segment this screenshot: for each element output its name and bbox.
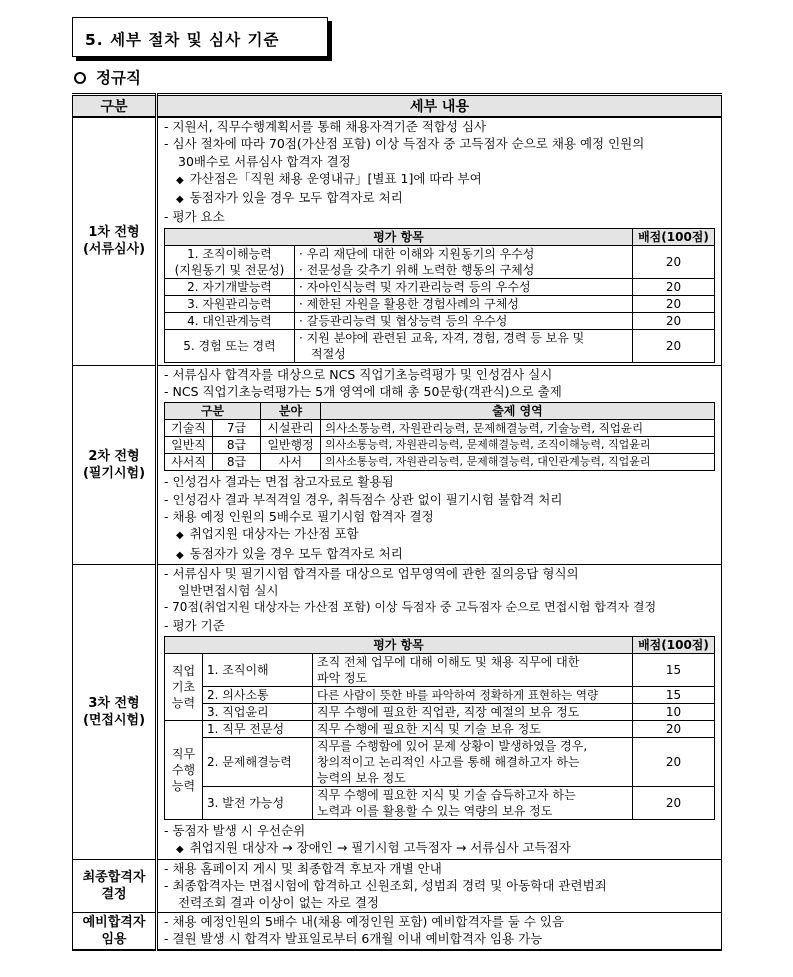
stage1-eval-table [164, 228, 715, 363]
final-line: 전력조회 결과 이상이 없는 자로 결정 [178, 895, 379, 911]
eval-desc: 직무 수행에 필요한 직업관, 직장 예절의 보유 정도 [313, 704, 633, 721]
exam-grade: 8급 [213, 437, 261, 454]
eval-item: 1. 조직이해능력 (지원동기 및 전문성) [165, 245, 295, 278]
eval-score: 20 [633, 312, 715, 329]
stage1-content [157, 117, 722, 365]
eval-score: 20 [633, 787, 715, 820]
eval-desc: 직무를 수행함에 있어 문제 상황이 발생하였을 경우, 창의적이고 논리적인 사고를 통해 해결하고자 하는 능력의 보유 정도 [313, 738, 633, 787]
stage3-content [157, 564, 722, 859]
eval-desc: 직무 수행에 필요한 지식 및 기술 보유 정도 [313, 721, 633, 738]
circle-bullet-icon [74, 72, 86, 84]
stage1-label [73, 117, 157, 365]
stage3-eval-table [164, 636, 715, 820]
reserve-label-line2: 임용 [101, 931, 127, 947]
final-label-line1: 최종합격자 [82, 869, 146, 885]
eval-score: 10 [633, 704, 715, 721]
eval-score: 15 [633, 654, 715, 687]
table-row [165, 787, 715, 820]
eval-desc: · 제한된 자원을 활용한 경험사례의 구체성 [295, 295, 633, 312]
exam-area: 의사소통능력, 자원관리능력, 문제해결능력, 대인관계능력, 직업윤리 [321, 454, 715, 471]
exam-field: 사서 [261, 454, 321, 471]
eval-item: 3. 직업윤리 [203, 704, 313, 721]
stage3-label [73, 564, 157, 859]
reserve-row [73, 912, 722, 950]
table-row [165, 312, 715, 329]
exam-header-area: 출제 영역 [321, 403, 715, 420]
subsection-heading [74, 66, 141, 88]
stage3-label-line2: (면접시험) [82, 712, 146, 728]
eval-score: 20 [633, 329, 715, 362]
table-row [165, 295, 715, 312]
eval-score: 20 [633, 738, 715, 787]
final-label-line2: 결정 [101, 886, 127, 902]
stage1-score-header: 배점(100점) [633, 228, 715, 245]
eval-desc: 다른 사람이 뜻한 바를 파악하여 정확하게 표현하는 역량 [313, 687, 633, 704]
eval-score: 20 [633, 295, 715, 312]
table-row [165, 245, 715, 278]
eval-item: 4. 대인관계능력 [165, 312, 295, 329]
stage1-line: - 심사 절차에 따라 70점(가산점 포함) 이상 득점자 중 고득점자 순으로 채용 예정 인원의 [164, 136, 645, 152]
table-row [165, 738, 715, 787]
eval-desc: · 갈등관리능력 및 협상능력 등의 우수성 [295, 312, 633, 329]
final-content [157, 859, 722, 912]
table-row [165, 721, 715, 738]
eval-group-job: 직무 수행 능력 [165, 721, 203, 820]
eval-score: 20 [633, 245, 715, 278]
eval-item: 5. 경험 또는 경력 [165, 329, 295, 362]
section-title: 5. 세부 절차 및 심사 기준 [72, 17, 328, 57]
stage3-score-header: 배점(100점) [633, 637, 715, 654]
eval-item: 2. 의사소통 [203, 687, 313, 704]
table-row [165, 329, 715, 362]
exam-header-field: 분야 [261, 403, 321, 420]
eval-desc: · 지원 분야에 관련된 교육, 자격, 경험, 경력 등 보유 및 적절성 [295, 329, 633, 362]
stage1-row [73, 117, 722, 365]
exam-job: 일반직 [165, 437, 213, 454]
eval-item: 2. 문제해결능력 [203, 738, 313, 787]
stage2-exam-table [164, 402, 715, 471]
stage1-label-line1: 1차 전형 [88, 225, 140, 241]
stage2-line: - 채용 예정 인원의 5배수로 필기시험 합격자 결정 [164, 508, 434, 524]
stage1-bullet: ◆ 동점자가 있을 경우 모두 합격자로 처리 [164, 189, 715, 208]
stage2-bullet: ◆ 동점자가 있을 경우 모두 합격자로 처리 [164, 545, 715, 564]
stage2-line: - NCS 직업기초능력평가는 5개 영역에 대해 총 50문항(객관식)으로 출제 [164, 384, 562, 400]
eval-item: 1. 조직이해 [203, 654, 313, 687]
header-content: 세부 내용 [157, 95, 722, 118]
exam-area: 의사소통능력, 자원관리능력, 문제해결능력, 기술능력, 직업윤리 [321, 420, 715, 437]
exam-field: 일반행정 [261, 437, 321, 454]
reserve-content [157, 912, 722, 950]
stage3-bullet: ◆ 취업지원 대상자 → 장애인 → 필기시험 고득점자 → 서류심사 고득점자 [164, 839, 715, 858]
final-row [73, 859, 722, 912]
stage3-line: 일반면접시험 실시 [178, 583, 279, 599]
table-row [165, 687, 715, 704]
exam-grade: 7급 [213, 420, 261, 437]
stage2-content [157, 365, 722, 564]
exam-field: 시설관리 [261, 420, 321, 437]
table-row [165, 454, 715, 471]
eval-group-basic: 직업 기초 능력 [165, 654, 203, 721]
table-row [165, 704, 715, 721]
table-row [165, 278, 715, 295]
reserve-label-line1: 예비합격자 [82, 914, 146, 930]
table-header-row [73, 95, 722, 118]
stage3-eval-header: 평가 항목 [165, 637, 633, 654]
eval-score: 20 [633, 278, 715, 295]
stage1-eval-header: 평가 항목 [165, 228, 633, 245]
procedure-table [72, 93, 722, 951]
eval-desc: 직무 수행에 필요한 지식 및 기술 습득하고자 하는 노력과 이를 활용할 수 있는 역량의 보유 정도 [313, 787, 633, 820]
final-line: - 채용 홈페이지 게시 및 최종합격 후보자 개별 안내 [164, 860, 442, 876]
stage1-line: - 평가 요소 [164, 209, 225, 225]
stage1-bullet: ◆ 가산점은「직원 채용 운영내규」[별표 1]에 따라 부여 [164, 170, 715, 189]
eval-desc: 조직 전체 업무에 대해 이해도 및 채용 직무에 대한 파악 정도 [313, 654, 633, 687]
stage2-bullet: ◆ 취업지원 대상자는 가산점 포함 [164, 525, 715, 544]
eval-item: 2. 자기개발능력 [165, 278, 295, 295]
exam-area: 의사소통능력, 자원관리능력, 문제해결능력, 조직이해능력, 직업윤리 [321, 437, 715, 454]
table-row [165, 437, 715, 454]
stage1-line: 30배수로 서류심사 합격자 결정 [178, 153, 351, 169]
stage3-line: - 서류심사 및 필기시험 합격자를 대상으로 업무영역에 관한 질의응답 형식의 [164, 565, 579, 581]
stage2-label [73, 365, 157, 564]
stage2-line: - 서류심사 합격자를 대상으로 NCS 직업기초능력평가 및 인성검사 실시 [164, 366, 553, 382]
final-label [73, 859, 157, 912]
header-category: 구분 [73, 95, 157, 118]
exam-header-category: 구분 [165, 403, 261, 420]
exam-job: 사서직 [165, 454, 213, 471]
stage3-label-line1: 3차 전형 [88, 695, 140, 711]
eval-desc: · 자아인식능력 및 자기관리능력 등의 우수성 [295, 278, 633, 295]
stage2-row [73, 365, 722, 564]
stage3-line: - 70점(취업지원 대상자는 가산점 포함) 이상 득점자 중 고득점자 순으로 면접시험 합격자 결정 [164, 600, 657, 615]
reserve-line: - 결원 발생 시 합격자 발표일로부터 6개월 이내 예비합격자 임용 가능 [164, 930, 543, 946]
exam-job: 기술직 [165, 420, 213, 437]
stage1-label-line2: (서류심사) [82, 242, 146, 258]
stage2-line: - 인성검사 결과는 면접 참고자료로 활용됨 [164, 474, 394, 490]
stage3-row [73, 564, 722, 859]
stage1-line: - 지원서, 직무수행계획서를 통해 채용자격기준 적합성 심사 [164, 119, 487, 134]
reserve-label [73, 912, 157, 950]
final-line: - 최종합격자는 면접시험에 합격하고 신원조회, 성범죄 경력 및 아동학대 관련범죄 [164, 877, 607, 893]
eval-item: 3. 발전 가능성 [203, 787, 313, 820]
eval-desc: · 우리 재단에 대한 이해와 지원동기의 우수성 · 전문성을 갖추기 위해 노력한 행동의 구체성 [295, 245, 633, 278]
eval-item: 3. 자원관리능력 [165, 295, 295, 312]
stage2-label-line2: (필기시험) [82, 465, 146, 481]
table-row [165, 420, 715, 437]
eval-score: 20 [633, 721, 715, 738]
exam-grade: 8급 [213, 454, 261, 471]
stage2-label-line1: 2차 전형 [88, 448, 140, 464]
stage3-line: - 평가 기준 [164, 617, 225, 633]
eval-score: 15 [633, 687, 715, 704]
stage2-line: - 인성검사 결과 부적격일 경우, 취득점수 상관 없이 필기시험 불합격 처리 [164, 491, 563, 507]
reserve-line: - 채용 예정인원의 5배수 내(채용 예정인원 포함) 예비합격자를 둘 수 있음 [164, 913, 565, 929]
table-row [165, 654, 715, 687]
subsection-title: 정규직 [96, 69, 141, 87]
eval-item: 1. 직무 전문성 [203, 721, 313, 738]
stage3-line: - 동점자 발생 시 우선순위 [164, 823, 306, 839]
